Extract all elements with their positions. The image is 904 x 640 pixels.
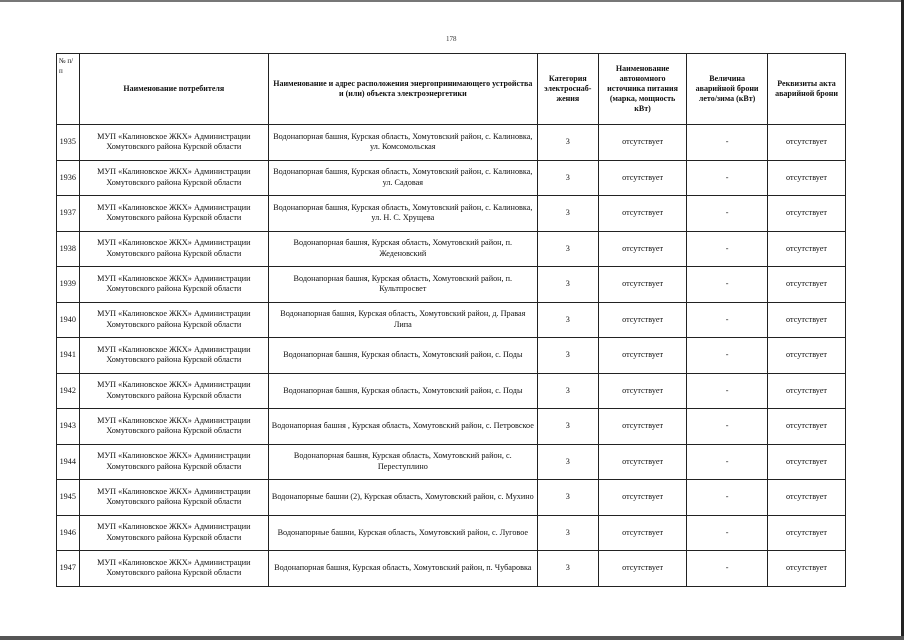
energy-consumers-table	[56, 53, 846, 587]
cell-source: отсутствует	[599, 338, 687, 374]
cell-num: 1940	[57, 302, 80, 338]
cell-act: отсутствует	[768, 231, 846, 267]
cell-num: 1942	[57, 373, 80, 409]
cell-reserve: -	[687, 196, 768, 232]
cell-source: отсутствует	[599, 125, 687, 161]
cell-num: 1936	[57, 160, 80, 196]
table-row	[57, 196, 846, 232]
cell-reserve: -	[687, 409, 768, 445]
cell-act: отсутствует	[768, 480, 846, 516]
cell-reserve: -	[687, 444, 768, 480]
cell-source: отсутствует	[599, 409, 687, 445]
header-act: Реквизиты акта аварийной брони	[768, 54, 846, 125]
cell-consumer: МУП «Калиновское ЖКХ» Администрации Хомутовского района Курской области	[79, 409, 269, 445]
cell-reserve: -	[687, 338, 768, 374]
cell-source: отсутствует	[599, 444, 687, 480]
cell-source: отсутствует	[599, 231, 687, 267]
cell-source: отсутствует	[599, 515, 687, 551]
cell-num: 1944	[57, 444, 80, 480]
cell-category: 3	[537, 515, 598, 551]
table-row	[57, 551, 846, 587]
cell-num: 1941	[57, 338, 80, 374]
table-row	[57, 480, 846, 516]
cell-reserve: -	[687, 267, 768, 303]
cell-act: отсутствует	[768, 196, 846, 232]
cell-act: отсутствует	[768, 444, 846, 480]
header-source: Наименование автономного источника питания (марка, мощность кВт)	[599, 54, 687, 125]
page-edge-bottom	[0, 636, 904, 640]
table-header-row	[57, 54, 846, 125]
cell-address: Водонапорные башни, Курская область, Хомутовский район, с. Луговое	[269, 515, 537, 551]
cell-consumer: МУП «Калиновское ЖКХ» Администрации Хомутовского района Курской области	[79, 302, 269, 338]
cell-source: отсутствует	[599, 551, 687, 587]
cell-category: 3	[537, 160, 598, 196]
header-consumer: Наименование потребителя	[79, 54, 269, 125]
cell-consumer: МУП «Калиновское ЖКХ» Администрации Хомутовского района Курской области	[79, 125, 269, 161]
table-row	[57, 444, 846, 480]
page-edge-top	[0, 0, 904, 2]
cell-source: отсутствует	[599, 302, 687, 338]
cell-reserve: -	[687, 551, 768, 587]
cell-reserve: -	[687, 302, 768, 338]
cell-category: 3	[537, 444, 598, 480]
cell-address: Водонапорная башня, Курская область, Хомутовский район, с. Поды	[269, 373, 537, 409]
cell-reserve: -	[687, 125, 768, 161]
cell-address: Водонапорная башня, Курская область, Хомутовский район, д. Правая Липа	[269, 302, 537, 338]
cell-consumer: МУП «Калиновское ЖКХ» Администрации Хомутовского района Курской области	[79, 515, 269, 551]
cell-num: 1937	[57, 196, 80, 232]
cell-address: Водонапорная башня , Курская область, Хомутовский район, с. Петровское	[269, 409, 537, 445]
table-row	[57, 231, 846, 267]
cell-consumer: МУП «Калиновское ЖКХ» Администрации Хомутовского района Курской области	[79, 551, 269, 587]
cell-reserve: -	[687, 373, 768, 409]
header-num: № п/п	[57, 54, 80, 125]
header-reserve: Величина аварийной брони лето/зима (кВт)	[687, 54, 768, 125]
cell-consumer: МУП «Калиновское ЖКХ» Администрации Хомутовского района Курской области	[79, 267, 269, 303]
cell-num: 1945	[57, 480, 80, 516]
cell-num: 1935	[57, 125, 80, 161]
cell-category: 3	[537, 125, 598, 161]
cell-category: 3	[537, 231, 598, 267]
cell-act: отсутствует	[768, 160, 846, 196]
cell-source: отсутствует	[599, 267, 687, 303]
table-row	[57, 409, 846, 445]
table-row	[57, 125, 846, 161]
cell-address: Водонапорная башня, Курская область, Хомутовский район, с. Поды	[269, 338, 537, 374]
cell-category: 3	[537, 196, 598, 232]
cell-address: Водонапорная башня, Курская область, Хомутовский район, с. Калиновка, ул. Н. С. Хрущева	[269, 196, 537, 232]
table-row	[57, 302, 846, 338]
cell-source: отсутствует	[599, 196, 687, 232]
cell-act: отсутствует	[768, 302, 846, 338]
cell-num: 1939	[57, 267, 80, 303]
cell-category: 3	[537, 373, 598, 409]
cell-category: 3	[537, 409, 598, 445]
cell-act: отсутствует	[768, 409, 846, 445]
cell-reserve: -	[687, 480, 768, 516]
header-address: Наименование и адрес расположения энергопринимающего устройства и (или) объекта электроэнергетики	[269, 54, 537, 125]
cell-num: 1946	[57, 515, 80, 551]
table-row	[57, 267, 846, 303]
cell-consumer: МУП «Калиновское ЖКХ» Администрации Хомутовского района Курской области	[79, 196, 269, 232]
cell-reserve: -	[687, 160, 768, 196]
cell-category: 3	[537, 267, 598, 303]
cell-num: 1947	[57, 551, 80, 587]
cell-act: отсутствует	[768, 373, 846, 409]
cell-consumer: МУП «Калиновское ЖКХ» Администрации Хомутовского района Курской области	[79, 160, 269, 196]
table-row	[57, 515, 846, 551]
cell-act: отсутствует	[768, 515, 846, 551]
cell-address: Водонапорная башня, Курская область, Хомутовский район, с. Калиновка, ул. Комсомольская	[269, 125, 537, 161]
cell-category: 3	[537, 302, 598, 338]
cell-consumer: МУП «Калиновское ЖКХ» Администрации Хомутовского района Курской области	[79, 444, 269, 480]
cell-source: отсутствует	[599, 373, 687, 409]
table-row	[57, 338, 846, 374]
cell-consumer: МУП «Калиновское ЖКХ» Администрации Хомутовского района Курской области	[79, 480, 269, 516]
cell-address: Водонапорная башня, Курская область, Хомутовский район, с. Калиновка, ул. Садовая	[269, 160, 537, 196]
cell-consumer: МУП «Калиновское ЖКХ» Администрации Хомутовского района Курской области	[79, 373, 269, 409]
table-row	[57, 160, 846, 196]
cell-address: Водонапорная башня, Курская область, Хомутовский район, с. Переступлино	[269, 444, 537, 480]
cell-num: 1938	[57, 231, 80, 267]
cell-consumer: МУП «Калиновское ЖКХ» Администрации Хомутовского района Курской области	[79, 231, 269, 267]
cell-source: отсутствует	[599, 480, 687, 516]
cell-reserve: -	[687, 231, 768, 267]
cell-source: отсутствует	[599, 160, 687, 196]
cell-act: отсутствует	[768, 125, 846, 161]
page-number: 178	[446, 35, 457, 43]
cell-address: Водонапорная башня, Курская область, Хомутовский район, п. Жеденовский	[269, 231, 537, 267]
cell-address: Водонапорная башня, Курская область, Хомутовский район, п. Чубаровка	[269, 551, 537, 587]
cell-address: Водонапорная башня, Курская область, Хомутовский район, п. Культпросвет	[269, 267, 537, 303]
table-body	[57, 125, 846, 587]
cell-act: отсутствует	[768, 338, 846, 374]
cell-category: 3	[537, 480, 598, 516]
cell-act: отсутствует	[768, 551, 846, 587]
cell-address: Водонапорные башни (2), Курская область, Хомутовский район, с. Мухино	[269, 480, 537, 516]
header-category: Категория электроснаб-жения	[537, 54, 598, 125]
cell-consumer: МУП «Калиновское ЖКХ» Администрации Хомутовского района Курской области	[79, 338, 269, 374]
cell-act: отсутствует	[768, 267, 846, 303]
cell-category: 3	[537, 551, 598, 587]
table-row	[57, 373, 846, 409]
cell-num: 1943	[57, 409, 80, 445]
cell-reserve: -	[687, 515, 768, 551]
cell-category: 3	[537, 338, 598, 374]
